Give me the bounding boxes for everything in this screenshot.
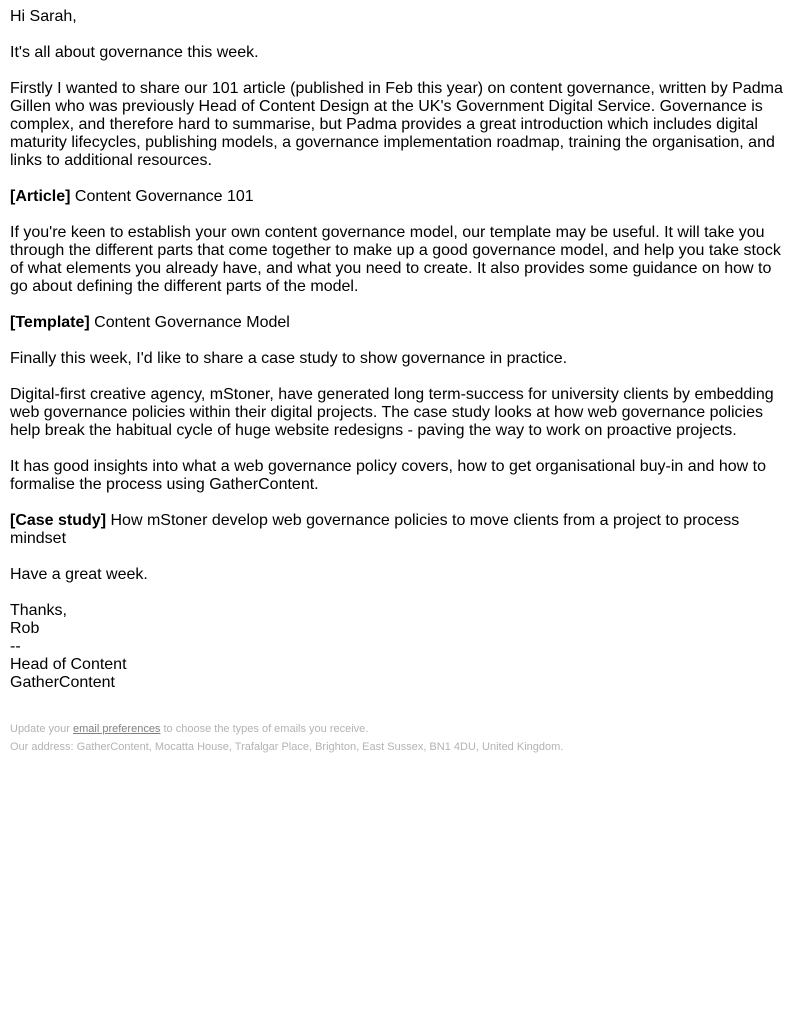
email-footer bbox=[10, 720, 790, 756]
signature-name: Rob bbox=[10, 620, 40, 637]
case-study-link[interactable]: How mStoner develop web governance policies to move clients from a project to process mindset bbox=[10, 512, 740, 547]
footer-update-prefix: Update your bbox=[10, 723, 70, 735]
case-study-tag: [Case study] bbox=[10, 512, 107, 529]
signature-role: Head of Content bbox=[10, 656, 127, 673]
template-paragraph: If you're keen to establish your own content governance model, our template may be useful. It will take you through the different parts that come together to make up a good governance model, and help you take stock of what elements you already have, and what you need to create. It also provides some guidance on how to go about defining the different parts of the model. bbox=[10, 224, 781, 295]
case-study-intro: Finally this week, I'd like to share a case study to show governance in practice. bbox=[10, 350, 568, 367]
signature-company: GatherContent bbox=[10, 674, 115, 691]
signature-thanks: Thanks, bbox=[10, 602, 67, 619]
case-study-description: Digital-first creative agency, mStoner, have generated long term-success for university clients by embedding web governance policies within their digital projects. The case study looks at how web governance policies help break the habitual cycle of huge website redesigns - paving the way to work on proactive projects. bbox=[10, 386, 774, 439]
intro-paragraph: It's all about governance this week. bbox=[10, 44, 259, 61]
case-study-insights: It has good insights into what a web governance policy covers, how to get organisational buy-in and how to formalise the process using GatherContent. bbox=[10, 458, 767, 493]
template-link-line[interactable] bbox=[10, 314, 785, 332]
greeting: Hi Sarah, bbox=[10, 8, 77, 25]
footer-update-suffix: to choose the types of emails you receive. bbox=[163, 723, 369, 735]
article-link[interactable]: Content Governance 101 bbox=[74, 188, 254, 205]
template-link[interactable]: Content Governance Model bbox=[94, 314, 290, 331]
signature bbox=[10, 602, 785, 692]
footer-address: Our address: GatherContent, Mocatta House, Trafalgar Place, Brighton, East Sussex, BN1 4DU, United Kingdom. bbox=[10, 741, 564, 753]
email-preferences-link[interactable]: email preferences bbox=[73, 723, 161, 735]
article-tag: [Article] bbox=[10, 188, 71, 205]
closing: Have a great week. bbox=[10, 566, 148, 583]
template-tag: [Template] bbox=[10, 314, 90, 331]
footer-preferences-line bbox=[10, 720, 790, 738]
signature-separator: -- bbox=[10, 638, 21, 655]
case-study-link-line[interactable] bbox=[10, 512, 785, 548]
article-link-line[interactable] bbox=[10, 188, 785, 206]
article-paragraph: Firstly I wanted to share our 101 article (published in Feb this year) on content governance, written by Padma Gillen who was previously Head of Content Design at the UK's Government Digital Service. Governance is complex, and therefore hard to summarise, but Padma provides a great introduction which includes digital maturity lifecycles, publishing models, a governance implementation roadmap, training the organisation, and links to additional resources. bbox=[10, 80, 783, 169]
